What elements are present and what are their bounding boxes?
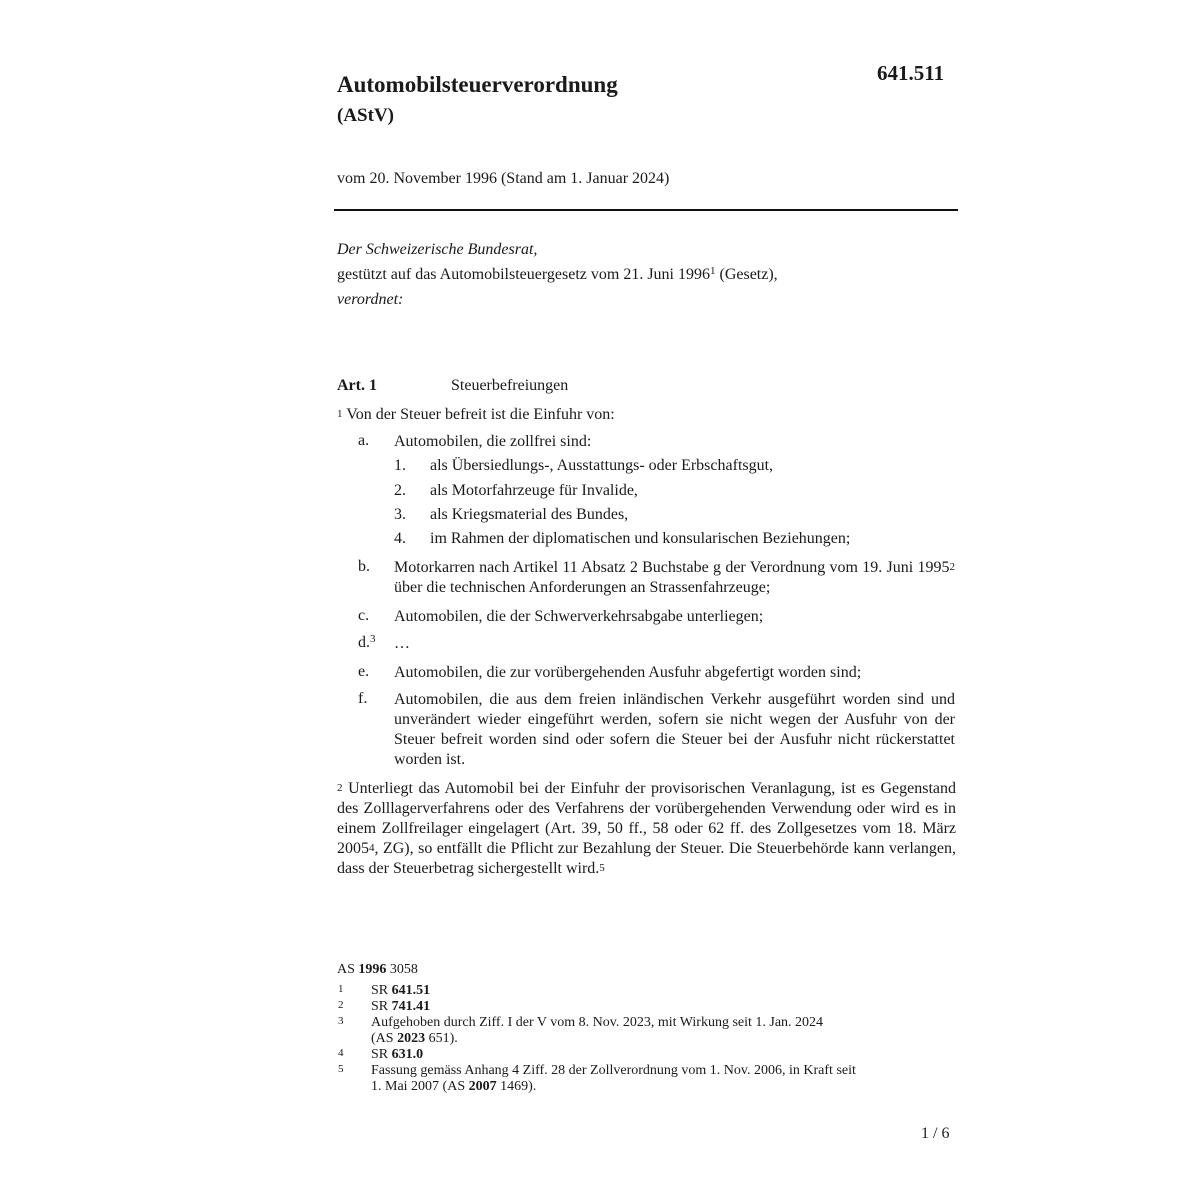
subitem-number: 2. — [394, 482, 406, 499]
document-abbreviation: (AStV) — [337, 105, 394, 126]
footnote-ref[interactable]: 3 — [370, 633, 376, 645]
item-text: Automobilen, die zollfrei sind: — [394, 433, 592, 450]
item-letter: e. — [358, 663, 370, 680]
footnote-ref[interactable]: 2 — [949, 561, 955, 573]
item-letter: f. — [358, 690, 368, 707]
footnote-number: 4 — [338, 1047, 344, 1059]
preamble-basis: gestützt auf das Automobilsteuergesetz vom 21. Juni 1996$^1$ (Gesetz), — [337, 265, 778, 283]
subitem-text: als Übersiedlungs-, Ausstattungs- oder Erbschaftsgut, — [430, 457, 774, 474]
paragraph-1: $^1$ Von der Steuer befreit ist die Einfuhr von: — [337, 406, 615, 423]
subitem-number: 1. — [394, 457, 406, 474]
footnote-text: Aufgehoben durch Ziff. I der V vom 8. Nov. 2023, mit Wirkung seit 1. Jan. 2024 (AS 2023 651). — [371, 1015, 824, 1046]
item-letter: c. — [358, 607, 370, 624]
subitem-text: als Kriegsmaterial des Bundes, — [430, 506, 629, 523]
article-title: Steuerbefreiungen — [451, 377, 569, 394]
item-letter: a. — [358, 432, 370, 449]
subitem-text: als Motorfahrzeuge für Invalide, — [430, 482, 638, 499]
subitem-number: 4. — [394, 530, 406, 547]
footnote-ref[interactable]: 5 — [599, 862, 605, 874]
document-date: vom 20. November 1996 (Stand am 1. Januar 2024) — [337, 170, 670, 187]
footnote-number: 5 — [338, 1063, 344, 1075]
preamble-authority: Der Schweizerische Bundesrat, — [337, 241, 538, 258]
item-letter: b. — [358, 558, 370, 575]
official-collection-reference: AS 1996 3058 — [337, 962, 418, 977]
item-text: Automobilen, die aus dem freien inländischen Verkehr ausgeführt worden sind und unverändert wieder eingeführt werden, sofern sie nicht wegen der Ausfuhr von der Steuer befreit worden sind oder sofern die Steuer bei der Ausfuhr nicht rückerstattet worden ist. — [394, 691, 955, 768]
preamble-decree: verordnet: — [337, 291, 404, 308]
footnote-text: SR 641.51 — [371, 983, 431, 998]
item-text: Automobilen, die der Schwerverkehrsabgabe unterliegen; — [394, 608, 764, 625]
article-number: Art. 1 — [337, 377, 377, 394]
document-number: 641.511 — [877, 61, 945, 85]
subitem-text: im Rahmen der diplomatischen und konsularischen Beziehungen; — [430, 530, 851, 547]
item-text: … — [394, 635, 410, 652]
subitem-number: 3. — [394, 506, 406, 523]
document-title: Automobilsteuerverordnung — [337, 72, 618, 97]
paragraph-2: $^2$ Unterliegt das Automobil bei der Einfuhr der provisorischen Veranlagung, ist es Gegenstand des Zolllagerverfahrens oder des Verfahrens der vorübergehenden Verwendung oder wird es in einem Zollfreilager eingelagert (Art. 39, 50 ff., 58 oder 62 ff. des Zollgesetzes vom 18. März 2005$^4$, ZG), so entfällt die Pflicht zur Bezahlung der Steuer. Die Steuerbehörde kann verlangen, dass der Steuerbetrag sichergestellt wird.$^5$ — [337, 780, 956, 877]
footnote-text: Fassung gemäss Anhang 4 Ziff. 28 der Zollverordnung vom 1. Nov. 2006, in Kraft seit 1. Mai 2007 (AS 2007 1469). — [371, 1063, 856, 1094]
footnote-number: 2 — [338, 999, 344, 1011]
footnote-text: SR 741.41 — [371, 999, 431, 1014]
item-letter: d.$^3$ — [358, 633, 376, 651]
title-divider — [334, 209, 958, 211]
footnote-number: 3 — [338, 1015, 344, 1027]
footnote-text: SR 631.0 — [371, 1047, 424, 1062]
footnote-number: 1 — [338, 983, 344, 995]
footnote-ref[interactable]: 4 — [369, 842, 375, 854]
footnote-ref[interactable]: 1 — [709, 265, 716, 277]
page-number: 1 / 6 — [921, 1125, 950, 1142]
item-text: Motorkarren nach Artikel 11 Absatz 2 Buchstabe g der Verordnung vom 19. Juni 1995$^2$ über die technischen Anforderungen an Strassenfahrzeuge; — [394, 559, 955, 596]
item-text: Automobilen, die zur vorübergehenden Ausfuhr abgefertigt worden sind; — [394, 664, 862, 681]
